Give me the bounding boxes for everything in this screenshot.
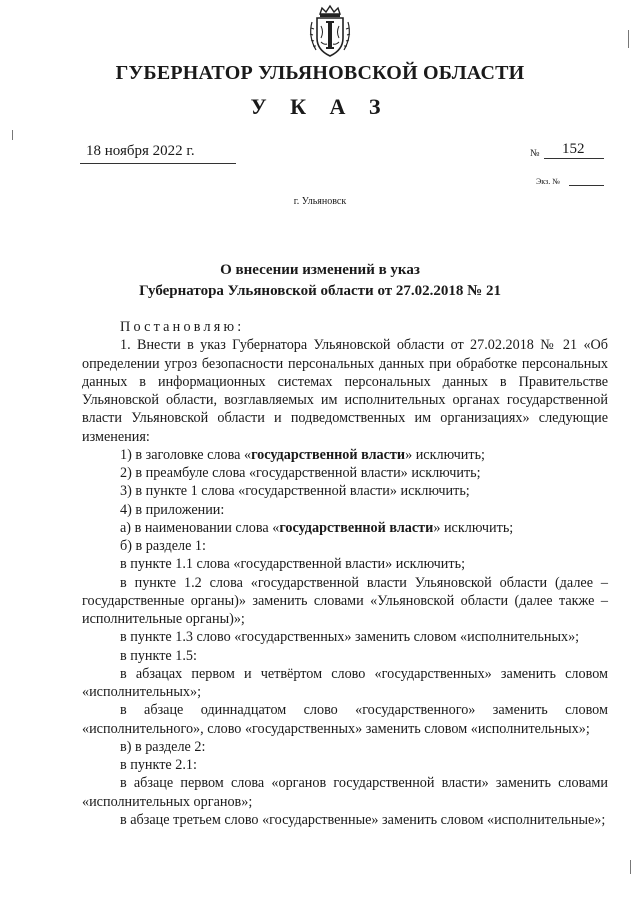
heading-line-1: О внесении изменений в указ	[220, 262, 420, 278]
issuer-title: ГУБЕРНАТОР УЛЬЯНОВСКОЙ ОБЛАСТИ	[115, 62, 525, 84]
number-label: №	[530, 148, 540, 159]
copy-number-label: Экз. №	[536, 177, 560, 186]
paragraph-2-1-third: в абзаце третьем слово «государственные» заменить словом «исполнительные»;	[120, 811, 606, 828]
decree-date: 18 ноября 2022 г.	[86, 143, 195, 159]
text-span: а) в наименовании слова «	[120, 519, 280, 536]
coat-of-arms-icon	[302, 4, 358, 60]
paragraph-1-2: в пункте 1.2 слова «государственной власти Ульяновской области (далее – государственные органы)» заменить словами «Ульяновской области (далее также – исполнительные органы)»;	[82, 574, 608, 627]
scan-mark	[628, 30, 629, 48]
paragraph-item-b: б) в разделе 1:	[120, 538, 206, 554]
paragraph-resolve: Постановляю:	[120, 319, 245, 335]
paragraph-1-5: в пункте 1.5:	[120, 647, 197, 664]
text-span: » исключить;	[405, 446, 485, 463]
copy-number-underline	[569, 185, 604, 186]
decree-body	[82, 318, 608, 829]
text-span: » исключить;	[433, 519, 514, 536]
paragraph-2-1: в пункте 2.1:	[120, 757, 197, 773]
heading-line-2: Губернатора Ульяновской области от 27.02.2018 № 21	[139, 283, 501, 299]
bold-text: государственной власти	[251, 446, 406, 463]
paragraph-1-5-eleventh: в абзаце одиннадцатом слово «государственного» заменить словом «исполнительного», слово «государственных» заменить словом «исполнительных»;	[82, 702, 608, 737]
paragraph-item-1	[82, 446, 608, 464]
decree-number: 152	[562, 141, 585, 157]
paragraph-1-3: в пункте 1.3 слово «государственных» заменить словом «исполнительных»;	[120, 629, 580, 646]
scan-mark	[630, 860, 631, 874]
paragraph-1: 1. Внести в указ Губернатора Ульяновской области от 27.02.2018 № 21 «Об определении угроз безопасности персональных данных при обработке персональных данных в информационных системах персональных данных в Правительстве Ульяновской области, возглавляемых им исполнительных органах государственной власти Ульяновской области и подведомственных им организациях» следующие изменения:	[82, 337, 608, 445]
paragraph-1-1: в пункте 1.1 слова «государственной власти» исключить;	[120, 556, 466, 573]
paragraph-item-v: в) в разделе 2:	[120, 738, 206, 755]
date-underline	[80, 163, 236, 164]
paragraph-1-5-first: в абзацах первом и четвёртом слово «государственных» заменить словом «исполнительных»;	[82, 665, 608, 700]
city: г. Ульяновск	[293, 196, 347, 207]
text-span: 1) в заголовке слова «	[120, 446, 252, 463]
paragraph-item-3: 3) в пункте 1 слова «государственной власти» исключить;	[120, 483, 470, 500]
paragraph-2-1-first: в абзаце первом слова «органов государственной власти» заменить словами «исполнительных органов»;	[82, 775, 608, 810]
paragraph-item-4: 4) в приложении:	[120, 501, 225, 518]
number-underline	[544, 158, 604, 159]
document-type: У К А З	[250, 94, 390, 119]
scan-mark	[12, 130, 13, 140]
decree-heading	[0, 260, 640, 302]
paragraph-item-a	[82, 519, 608, 537]
paragraph-item-2: 2) в преамбуле слова «государственной власти» исключить;	[120, 465, 481, 481]
bold-text: государственной власти	[279, 519, 434, 536]
